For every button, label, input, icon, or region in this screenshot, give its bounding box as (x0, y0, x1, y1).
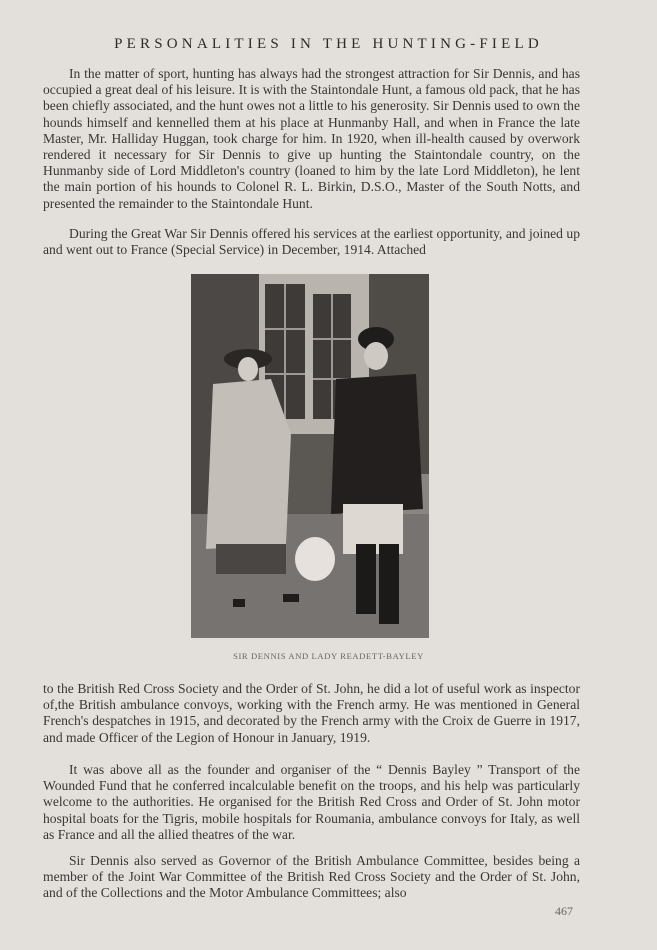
paragraph: Sir Dennis also served as Governor of the British Ambulance Committee, besides being a member of the Joint War Committee of the British Red Cross Society and the Order of St. John, and of the Collections and the Motor Ambulance Committees; also (43, 853, 580, 901)
page-number: 467 (555, 904, 573, 918)
photograph (191, 274, 429, 638)
running-head: PERSONALITIES IN THE HUNTING-FIELD (114, 36, 543, 52)
paragraph: It was above all as the founder and organiser of the “ Dennis Bayley ” Transport of the Wounded Fund that he conferred incalculable benefit on the troops, and his help was particularly welcome to the authorities. He organised for the British Red Cross and Order of St. John motor hospital boats for the Tigris, mobile hospitals for Roumania, ambulance convoys for Italy, as well as France and all the allied theatres of the war. (43, 762, 580, 842)
paragraph: to the British Red Cross Society and the Order of St. John, he did a lot of useful work as inspector of,the British ambulance convoys, working with the French army. He was mentioned in General French's despatches in 1915, and decorated by the French army with the Croix de Guerre in 1917, and made Officer of the Legion of Honour in January, 1919. (43, 681, 580, 745)
paragraph: In the matter of sport, hunting has always had the strongest attraction for Sir Dennis, and has occupied a great deal of his leisure. It is with the Staintondale Hunt, a famous old pack, that he has been chiefly associated, and the hunt owes not a little to his generosity. Sir Dennis used to own the hounds himself and kennelled them at his place at Hunmanby Hall, and when in France the late Master, Mr. Halliday Huggan, took charge for him. In 1920, when ill-health caused by overwork rendered it necessary for Sir Dennis to give up hunting the Staintondale country, on the Hunmanby side of Lord Middleton's country (loaned to him by the late Lord Middleton), he lent the main portion of his hounds to Colonel R. L. Birkin, D.S.O., Master of the South Notts, and presented the remainder to the Staintondale Hunt. (43, 66, 580, 211)
photo-caption: SIR DENNIS AND LADY READETT-BAYLEY (233, 651, 424, 661)
paragraph: During the Great War Sir Dennis offered his services at the earliest opportunity, and joined up and went out to France (Special Service) in December, 1914. Attached (43, 226, 580, 258)
